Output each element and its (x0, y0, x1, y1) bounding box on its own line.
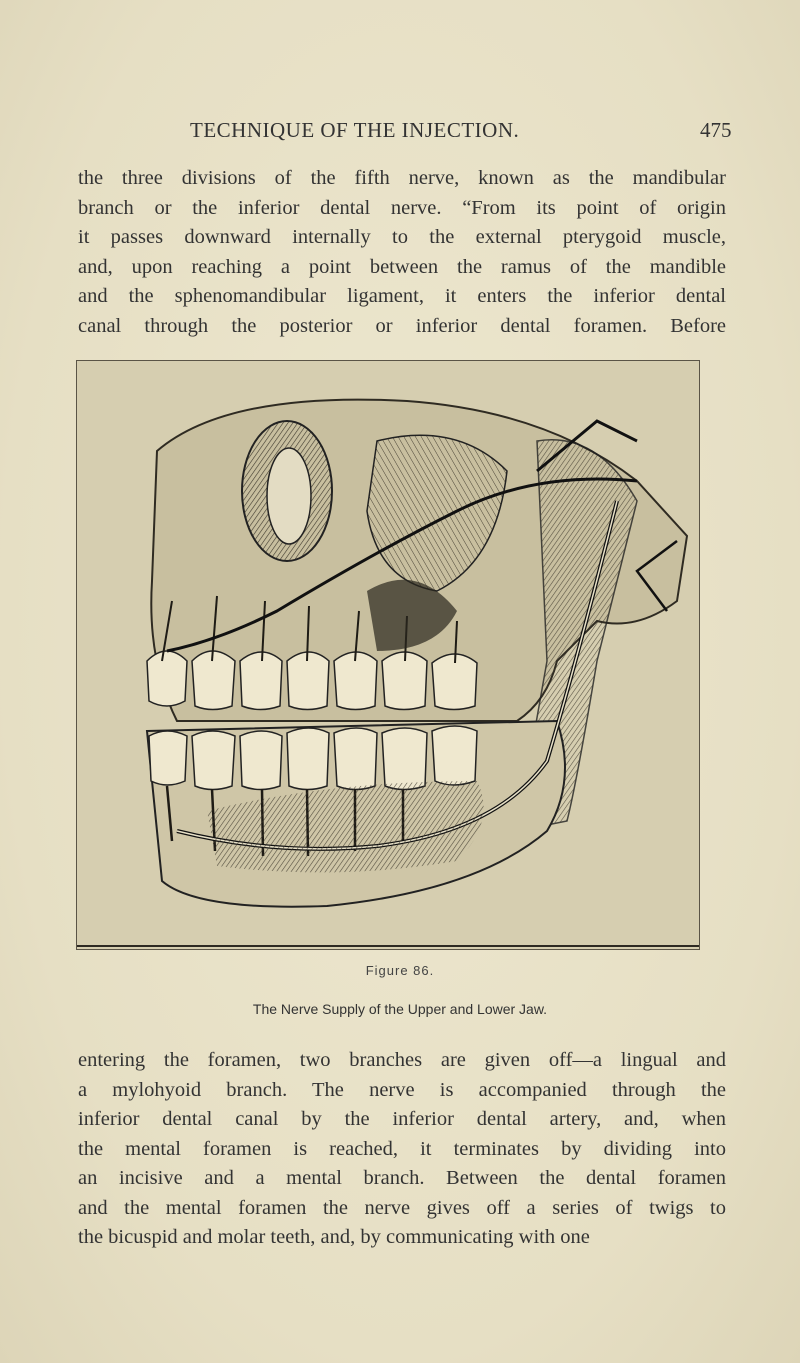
text-line: it passes downward internally to the external pterygoid muscle, (78, 226, 726, 248)
text-line: inferior dental canal by the inferior dental artery, and, when (78, 1108, 726, 1130)
figure-label: Figure 86. (365, 963, 435, 978)
text-line: an incisive and a mental branch. Between the dental foramen (78, 1167, 726, 1189)
figure-illustration (76, 360, 700, 950)
text-line: canal through the posterior or inferior dental foramen. Before (78, 314, 726, 337)
running-title: TECHNIQUE OF THE INJECTION. (190, 118, 520, 142)
running-head (0, 118, 800, 148)
page-number: 475 (700, 118, 732, 142)
figure-caption: The Nerve Supply of the Upper and Lower Jaw. (252, 1001, 548, 1017)
paragraph-bottom (78, 1046, 726, 1253)
text-line: the three divisions of the fifth nerve, known as the mandibular (78, 167, 726, 189)
jaw-nerve-engraving (77, 361, 699, 949)
text-line: the bicuspid and molar teeth, and, by communicating with one (78, 1226, 590, 1248)
text-line: branch or the inferior dental nerve. “From its point of origin (78, 196, 726, 219)
text-line: entering the foramen, two branches are given off—a lingual and (78, 1049, 726, 1071)
text-line: the mental foramen is reached, it terminates by dividing into (78, 1137, 726, 1160)
text-line: and, upon reaching a point between the ramus of the mandible (78, 255, 726, 278)
text-line: a mylohyoid branch. The nerve is accompanied through the (78, 1078, 726, 1101)
text-line: and the sphenomandibular ligament, it enters the inferior dental (78, 285, 726, 307)
text-line: and the mental foramen the nerve gives off a series of twigs to (78, 1196, 726, 1219)
paragraph-top (78, 164, 726, 341)
